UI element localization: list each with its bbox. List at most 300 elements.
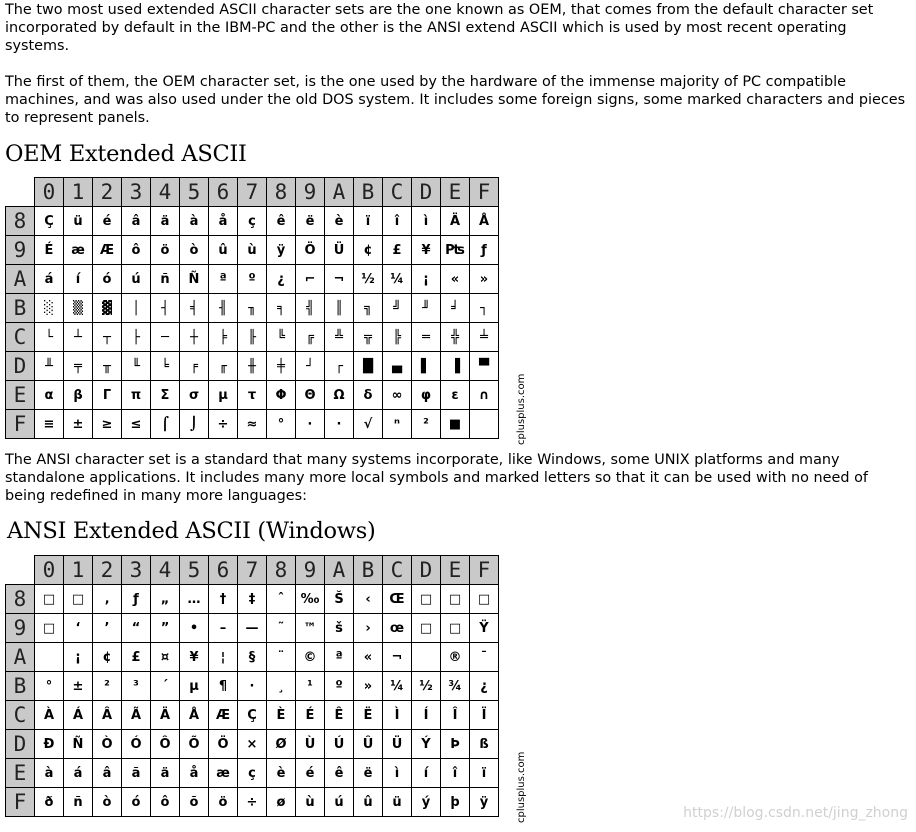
char-cell: û: [209, 236, 238, 265]
char-cell: Ú: [325, 730, 354, 759]
char-cell: Û: [354, 730, 383, 759]
char-cell: Ã: [122, 701, 151, 730]
oem-description-paragraph: The first of them, the OEM character set, is the one used by the hardware of the immense majority of PC compatible machines, and was also used under the old DOS system. It includes some foreign signs, some marked characters and pieces to represent panels.: [5, 74, 906, 126]
table-row: [6, 759, 499, 788]
row-header: F: [6, 788, 35, 817]
char-cell: └: [35, 323, 64, 352]
char-cell: ╪: [267, 352, 296, 381]
char-cell: á: [35, 265, 64, 294]
char-cell: ▒: [64, 294, 93, 323]
column-header: E: [441, 556, 470, 585]
char-cell: £: [122, 643, 151, 672]
char-cell: ©: [296, 643, 325, 672]
char-cell: ¾: [441, 672, 470, 701]
char-cell: ±: [64, 410, 93, 439]
char-cell: ç: [238, 759, 267, 788]
char-cell: ò: [180, 236, 209, 265]
char-cell: ç: [238, 207, 267, 236]
char-cell: ⌠: [151, 410, 180, 439]
char-cell: É: [296, 701, 325, 730]
corner-cell: [6, 556, 35, 585]
char-cell: õ: [180, 788, 209, 817]
char-cell: ±: [64, 672, 93, 701]
char-cell: ╕: [267, 294, 296, 323]
column-header: 3: [122, 178, 151, 207]
row-header: 8: [6, 585, 35, 614]
row-header: C: [6, 323, 35, 352]
char-cell: ®: [441, 643, 470, 672]
char-cell: ╠: [383, 323, 412, 352]
char-cell: í: [412, 759, 441, 788]
ansi-table-title: ANSI Extended ASCII (Windows): [7, 518, 376, 544]
char-cell: Å: [180, 701, 209, 730]
char-cell: â: [122, 207, 151, 236]
char-cell: □: [470, 585, 499, 614]
char-cell: Œ: [383, 585, 412, 614]
char-cell: ╔: [296, 323, 325, 352]
row-header: 9: [6, 614, 35, 643]
char-cell: «: [354, 643, 383, 672]
char-cell: º: [325, 672, 354, 701]
char-cell: ε: [441, 381, 470, 410]
char-cell: ║: [325, 294, 354, 323]
char-cell: ▐: [441, 352, 470, 381]
row-header: D: [6, 730, 35, 759]
table-row: [6, 614, 499, 643]
char-cell: ó: [122, 788, 151, 817]
char-cell: ª: [209, 265, 238, 294]
table-row: [6, 701, 499, 730]
column-header: 1: [64, 556, 93, 585]
char-cell: ╘: [151, 352, 180, 381]
column-header: B: [354, 178, 383, 207]
char-cell: ╫: [238, 352, 267, 381]
char-cell: □: [441, 585, 470, 614]
char-cell: ∙: [296, 410, 325, 439]
char-cell: ⌐: [296, 265, 325, 294]
char-cell: □: [35, 614, 64, 643]
char-cell: ·: [325, 410, 354, 439]
column-header: 5: [180, 178, 209, 207]
char-cell: é: [93, 207, 122, 236]
char-cell: Æ: [209, 701, 238, 730]
char-cell: ╙: [122, 352, 151, 381]
table-row: [6, 294, 499, 323]
column-header: A: [325, 178, 354, 207]
column-header: 1: [64, 178, 93, 207]
header-row: [6, 556, 499, 585]
char-cell: ñ: [64, 788, 93, 817]
char-cell: ┘: [296, 352, 325, 381]
char-cell: ¿: [267, 265, 296, 294]
ansi-source-tag: cplusplus.com: [516, 751, 527, 823]
char-cell: ì: [383, 759, 412, 788]
char-cell: ¹: [296, 672, 325, 701]
column-header: 0: [35, 556, 64, 585]
column-header: 0: [35, 178, 64, 207]
char-cell: ÿ: [267, 236, 296, 265]
char-cell: ┌: [325, 352, 354, 381]
char-cell: Φ: [267, 381, 296, 410]
table-row: [6, 672, 499, 701]
char-cell: ö: [209, 788, 238, 817]
column-header: D: [412, 556, 441, 585]
char-cell: ╨: [35, 352, 64, 381]
char-cell: ¿: [470, 672, 499, 701]
char-cell: ╦: [354, 323, 383, 352]
char-cell: å: [180, 759, 209, 788]
char-cell: α: [35, 381, 64, 410]
char-cell: ³: [122, 672, 151, 701]
char-cell: æ: [209, 759, 238, 788]
char-cell: ª: [325, 643, 354, 672]
oem-source-tag: cplusplus.com: [516, 373, 527, 445]
char-cell: ¡: [64, 643, 93, 672]
char-cell: ï: [470, 759, 499, 788]
char-cell: Ö: [296, 236, 325, 265]
column-header: 3: [122, 556, 151, 585]
char-cell: ²: [412, 410, 441, 439]
char-cell: ¼: [383, 672, 412, 701]
column-header: F: [470, 556, 499, 585]
char-cell: ù: [296, 788, 325, 817]
row-header: A: [6, 643, 35, 672]
char-cell: Γ: [93, 381, 122, 410]
char-cell: ¬: [325, 265, 354, 294]
char-cell: [35, 643, 64, 672]
char-cell: ð: [35, 788, 64, 817]
char-cell: ë: [354, 759, 383, 788]
char-cell: ¦: [209, 643, 238, 672]
char-cell: ¯: [470, 643, 499, 672]
char-cell: ╧: [470, 323, 499, 352]
char-cell: □: [64, 585, 93, 614]
char-cell: ô: [122, 236, 151, 265]
char-cell: ≥: [93, 410, 122, 439]
char-cell: Ñ: [64, 730, 93, 759]
column-header: 4: [151, 556, 180, 585]
char-cell: Ò: [93, 730, 122, 759]
char-cell: ╗: [354, 294, 383, 323]
char-cell: ├: [122, 323, 151, 352]
char-cell: Õ: [180, 730, 209, 759]
table-row: [6, 381, 499, 410]
row-header: 9: [6, 236, 35, 265]
char-cell: ß: [470, 730, 499, 759]
char-cell: »: [354, 672, 383, 701]
char-cell: ■: [441, 410, 470, 439]
char-cell: †: [209, 585, 238, 614]
char-cell: ░: [35, 294, 64, 323]
table-row: [6, 643, 499, 672]
char-cell: î: [383, 207, 412, 236]
column-header: 9: [296, 556, 325, 585]
char-cell: Θ: [296, 381, 325, 410]
column-header: C: [383, 178, 412, 207]
char-cell: µ: [209, 381, 238, 410]
table-row: [6, 410, 499, 439]
char-cell: ▌: [412, 352, 441, 381]
char-cell: ‘: [64, 614, 93, 643]
char-cell: °: [267, 410, 296, 439]
char-cell: ╚: [267, 323, 296, 352]
intro-paragraph: The two most used extended ASCII character sets are the one known as OEM, that comes from the default character set incorporated by default in the IBM-PC and the other is the ANSI extend ASCII which is used by most recent operating systems.: [5, 2, 874, 54]
char-cell: ▓: [93, 294, 122, 323]
char-cell: û: [354, 788, 383, 817]
char-cell: ╞: [209, 323, 238, 352]
char-cell: ì: [412, 207, 441, 236]
char-cell: ÷: [238, 788, 267, 817]
row-header: A: [6, 265, 35, 294]
char-cell: è: [267, 759, 296, 788]
char-cell: Ó: [122, 730, 151, 759]
char-cell: ¸: [267, 672, 296, 701]
char-cell: ê: [267, 207, 296, 236]
char-cell: ó: [93, 265, 122, 294]
row-header: E: [6, 759, 35, 788]
char-cell: ø: [267, 788, 296, 817]
char-cell: ”: [151, 614, 180, 643]
char-cell: ╤: [64, 352, 93, 381]
char-cell: □: [35, 585, 64, 614]
char-cell: Ù: [296, 730, 325, 759]
char-cell: Ä: [441, 207, 470, 236]
char-cell: Ä: [151, 701, 180, 730]
char-cell: ¥: [180, 643, 209, 672]
char-cell: ≡: [35, 410, 64, 439]
char-cell: î: [441, 759, 470, 788]
char-cell: ï: [354, 207, 383, 236]
char-cell: È: [267, 701, 296, 730]
char-cell: °: [35, 672, 64, 701]
row-header: D: [6, 352, 35, 381]
char-cell: □: [412, 614, 441, 643]
char-cell: Æ: [93, 236, 122, 265]
char-cell: Ÿ: [470, 614, 499, 643]
char-cell: ·: [238, 672, 267, 701]
char-cell: ›: [354, 614, 383, 643]
char-cell: Þ: [441, 730, 470, 759]
oem-table-title: OEM Extended ASCII: [5, 141, 247, 167]
char-cell: Ü: [325, 236, 354, 265]
char-cell: ╡: [180, 294, 209, 323]
char-cell: ¬: [383, 643, 412, 672]
char-cell: Å: [470, 207, 499, 236]
char-cell: ñ: [151, 265, 180, 294]
column-header: 4: [151, 178, 180, 207]
char-cell: █: [354, 352, 383, 381]
char-cell: │: [122, 294, 151, 323]
char-cell: ╩: [325, 323, 354, 352]
row-header: C: [6, 701, 35, 730]
char-cell: ¶: [209, 672, 238, 701]
column-header: D: [412, 178, 441, 207]
char-cell: ã: [122, 759, 151, 788]
char-cell: À: [35, 701, 64, 730]
char-cell: ½: [412, 672, 441, 701]
char-cell: æ: [64, 236, 93, 265]
column-header: 2: [93, 178, 122, 207]
column-header: B: [354, 556, 383, 585]
char-cell: ¨: [267, 643, 296, 672]
char-cell: º: [238, 265, 267, 294]
char-cell: ™: [296, 614, 325, 643]
char-cell: Ç: [35, 207, 64, 236]
char-cell: ü: [64, 207, 93, 236]
char-cell: ô: [151, 788, 180, 817]
row-header: B: [6, 672, 35, 701]
table-row: [6, 236, 499, 265]
char-cell: ÿ: [470, 788, 499, 817]
column-header: 6: [209, 178, 238, 207]
char-cell: “: [122, 614, 151, 643]
char-cell: ┼: [180, 323, 209, 352]
char-cell: £: [383, 236, 412, 265]
char-cell: [470, 410, 499, 439]
column-header: C: [383, 556, 412, 585]
ansi-description-paragraph: The ANSI character set is a standard that many systems incorporate, like Windows, some UNIX platforms and many standalone applications. It includes many more local symbols and marked letters so that it can be used with no need of being redefined in many more languages:: [5, 452, 868, 504]
char-cell: ¡: [412, 265, 441, 294]
corner-cell: [6, 178, 35, 207]
char-cell: φ: [412, 381, 441, 410]
char-cell: Ì: [383, 701, 412, 730]
char-cell: ö: [151, 236, 180, 265]
char-cell: ¢: [93, 643, 122, 672]
char-cell: ₧: [441, 236, 470, 265]
char-cell: â: [93, 759, 122, 788]
char-cell: Â: [93, 701, 122, 730]
char-cell: ┴: [64, 323, 93, 352]
char-cell: ˜: [267, 614, 296, 643]
char-cell: ä: [151, 207, 180, 236]
char-cell: Ð: [35, 730, 64, 759]
char-cell: ò: [93, 788, 122, 817]
char-cell: é: [296, 759, 325, 788]
char-cell: —: [238, 614, 267, 643]
table-row: [6, 788, 499, 817]
char-cell: Σ: [151, 381, 180, 410]
char-cell: Á: [64, 701, 93, 730]
char-cell: ü: [383, 788, 412, 817]
char-cell: ¼: [383, 265, 412, 294]
row-header: F: [6, 410, 35, 439]
char-cell: ‹: [354, 585, 383, 614]
column-header: 8: [267, 178, 296, 207]
column-header: A: [325, 556, 354, 585]
column-header: 7: [238, 178, 267, 207]
char-cell: Ý: [412, 730, 441, 759]
char-cell: ‰: [296, 585, 325, 614]
char-cell: ╝: [383, 294, 412, 323]
column-header: 7: [238, 556, 267, 585]
char-cell: ˆ: [267, 585, 296, 614]
char-cell: ╣: [296, 294, 325, 323]
char-cell: ╒: [180, 352, 209, 381]
char-cell: ¤: [151, 643, 180, 672]
column-header: 6: [209, 556, 238, 585]
char-cell: Ö: [209, 730, 238, 759]
char-cell: å: [209, 207, 238, 236]
char-cell: β: [64, 381, 93, 410]
char-cell: Î: [441, 701, 470, 730]
char-cell: ∩: [470, 381, 499, 410]
char-cell: √: [354, 410, 383, 439]
char-cell: ä: [151, 759, 180, 788]
char-cell: π: [122, 381, 151, 410]
char-cell: ≈: [238, 410, 267, 439]
char-cell: ┬: [93, 323, 122, 352]
char-cell: ╬: [441, 323, 470, 352]
char-cell: ×: [238, 730, 267, 759]
table-row: [6, 730, 499, 759]
char-cell: –: [209, 614, 238, 643]
char-cell: ‚: [93, 585, 122, 614]
char-cell: ╥: [93, 352, 122, 381]
column-header: E: [441, 178, 470, 207]
table-row: [6, 352, 499, 381]
char-cell: ─: [151, 323, 180, 352]
char-cell: «: [441, 265, 470, 294]
char-cell: □: [412, 585, 441, 614]
char-cell: µ: [180, 672, 209, 701]
char-cell: ⌡: [180, 410, 209, 439]
char-cell: ÷: [209, 410, 238, 439]
char-cell: ’: [93, 614, 122, 643]
char-cell: Ø: [267, 730, 296, 759]
table-row: [6, 265, 499, 294]
table-row: [6, 323, 499, 352]
char-cell: ╢: [209, 294, 238, 323]
column-header: 9: [296, 178, 325, 207]
char-cell: ½: [354, 265, 383, 294]
char-cell: Š: [325, 585, 354, 614]
column-header: 5: [180, 556, 209, 585]
char-cell: á: [64, 759, 93, 788]
char-cell: ┤: [151, 294, 180, 323]
char-cell: ‡: [238, 585, 267, 614]
oem-charset-table: [5, 177, 499, 439]
char-cell: Ç: [238, 701, 267, 730]
char-cell: ê: [325, 759, 354, 788]
char-cell: í: [64, 265, 93, 294]
char-cell: ë: [296, 207, 325, 236]
char-cell: ╛: [441, 294, 470, 323]
char-cell: Ï: [470, 701, 499, 730]
char-cell: ¥: [412, 236, 441, 265]
char-cell: ý: [412, 788, 441, 817]
char-cell: ´: [151, 672, 180, 701]
char-cell: τ: [238, 381, 267, 410]
char-cell: É: [35, 236, 64, 265]
char-cell: ╟: [238, 323, 267, 352]
char-cell: š: [325, 614, 354, 643]
char-cell: ù: [238, 236, 267, 265]
table-row: [6, 585, 499, 614]
char-cell: Ü: [383, 730, 412, 759]
char-cell: δ: [354, 381, 383, 410]
column-header: F: [470, 178, 499, 207]
char-cell: ƒ: [470, 236, 499, 265]
row-header: B: [6, 294, 35, 323]
row-header: 8: [6, 207, 35, 236]
char-cell: ú: [325, 788, 354, 817]
char-cell: □: [441, 614, 470, 643]
char-cell: •: [180, 614, 209, 643]
char-cell: §: [238, 643, 267, 672]
char-cell: ∞: [383, 381, 412, 410]
char-cell: [412, 643, 441, 672]
header-row: [6, 178, 499, 207]
